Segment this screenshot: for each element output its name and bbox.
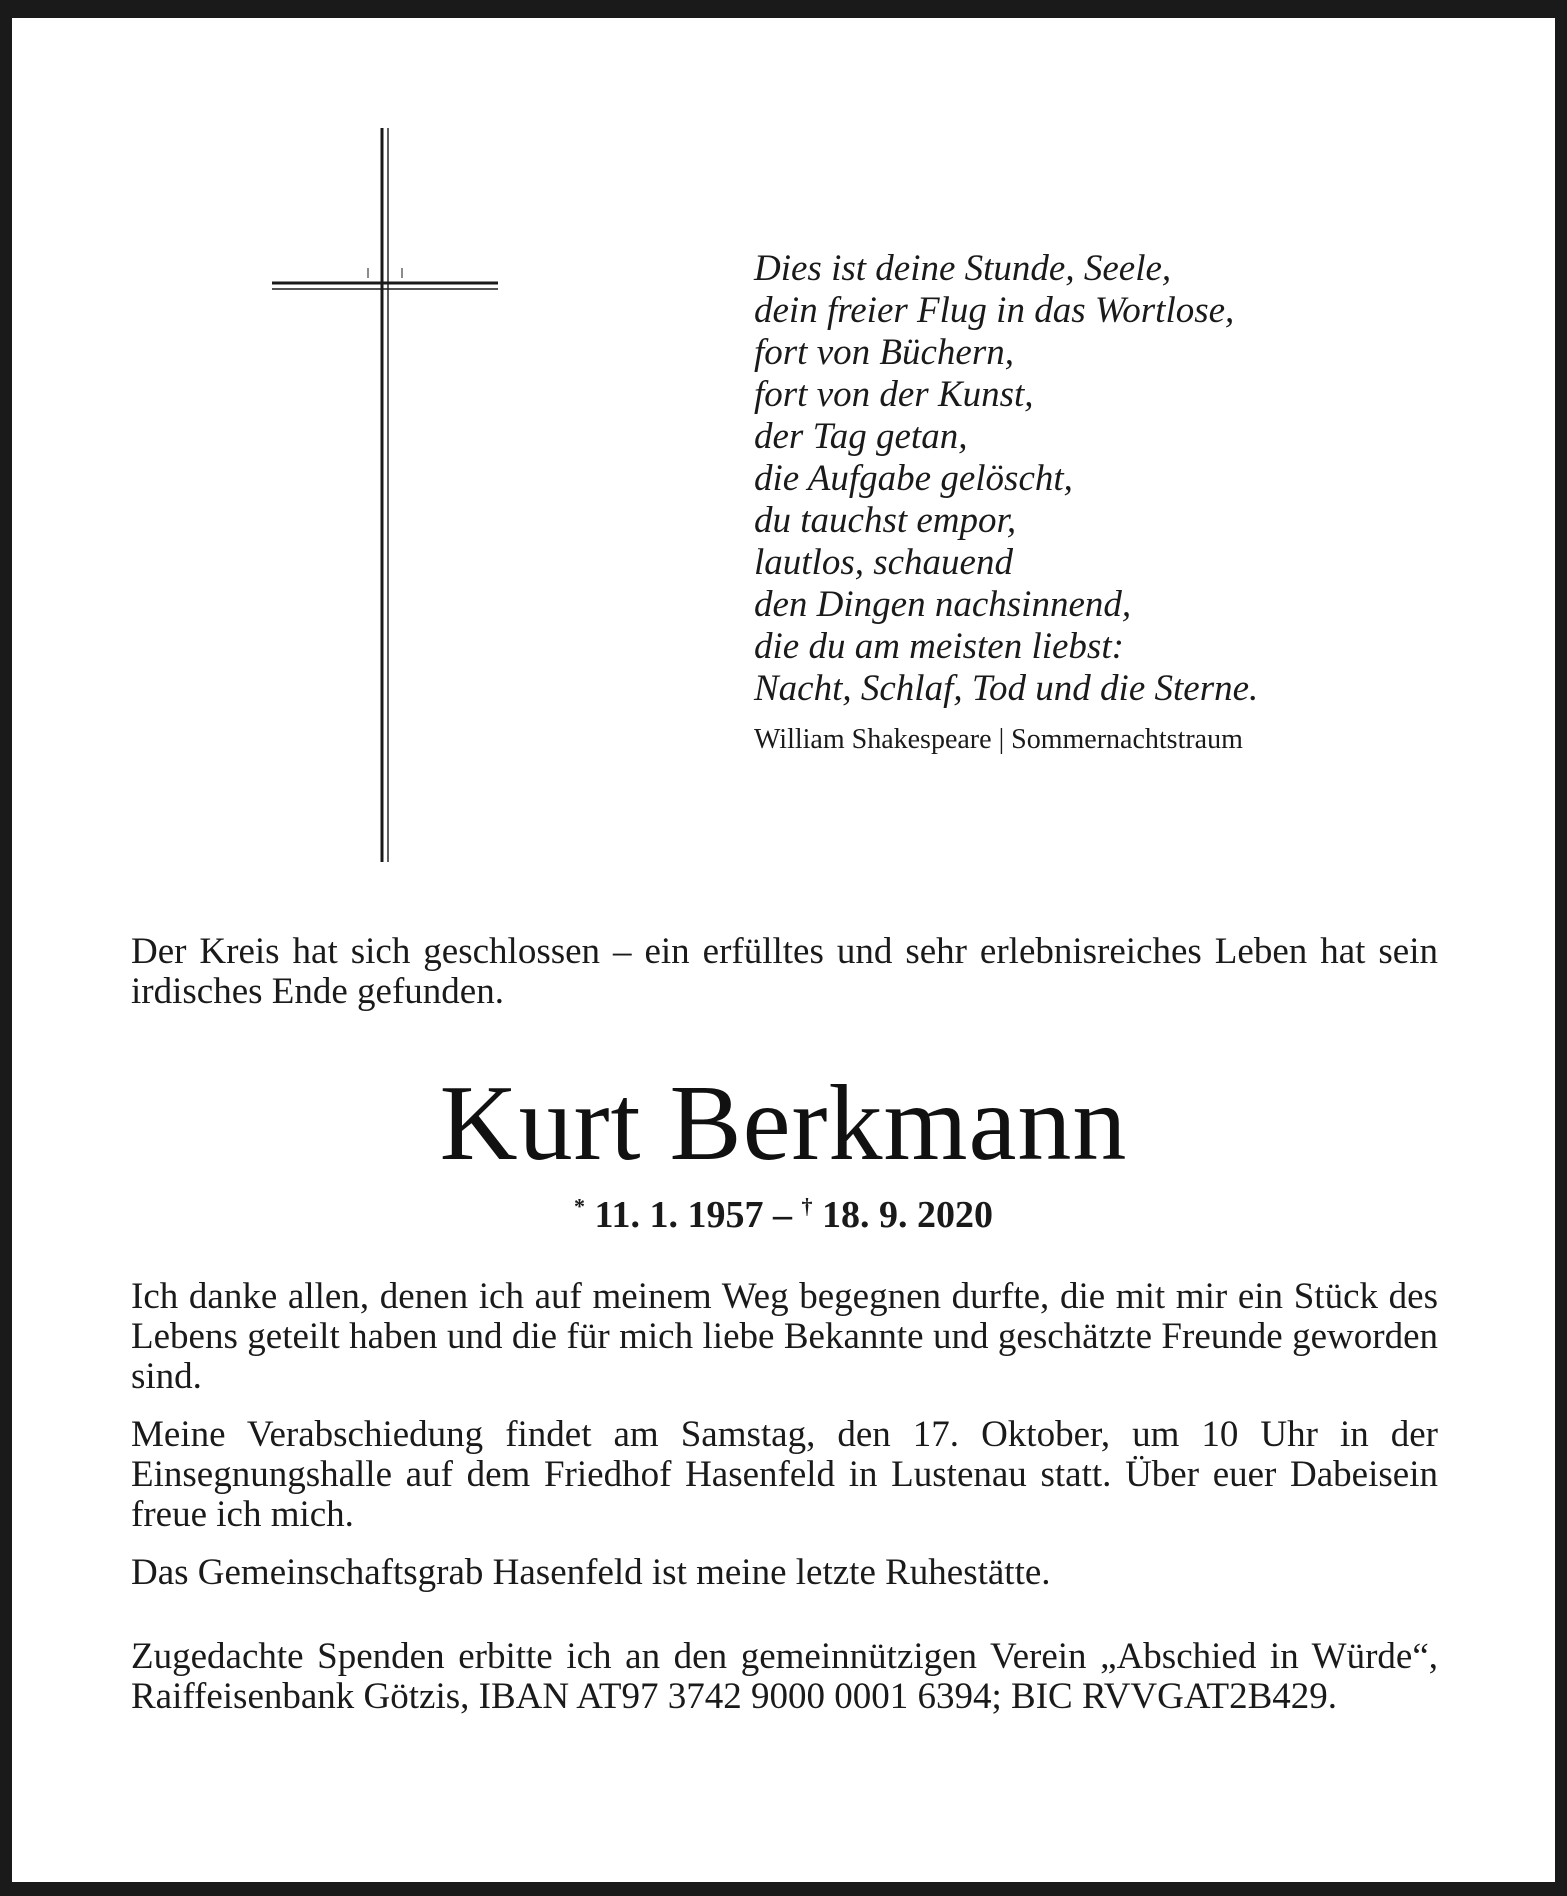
poem-line: du tauchst empor, [754, 500, 1017, 541]
deceased-name: Kurt Berkmann [439, 1064, 1128, 1183]
poem-line: lautlos, schauend [754, 542, 1013, 583]
poem-line: die du am meisten liebst: [754, 626, 1124, 667]
death-date: 18. 9. 2020 [821, 1194, 993, 1236]
life-dates [0, 1192, 1567, 1238]
poem-line: der Tag getan, [754, 416, 968, 457]
donations-paragraph: Zugedachte Spenden erbitte ich an den gemeinnützigen Verein „Abschied in Würde“, Raiffeisenbank Götzis, IBAN AT97 3742 9000 0001 6394; BIC RVVGAT2B429. [131, 1636, 1438, 1717]
death-symbol: † [801, 1193, 813, 1219]
poem-line: Nacht, Schlaf, Tod und die Sterne. [754, 668, 1259, 709]
farewell-paragraph: Meine Verabschiedung findet am Samstag, den 17. Oktober, um 10 Uhr in der Einsegnungshalle auf dem Friedhof Hasenfeld in Lustenau statt. Über euer Dabeisein freue ich mich. [131, 1414, 1438, 1535]
birth-date: 11. 1. 1957 [594, 1194, 764, 1236]
cross-icon [270, 128, 500, 868]
intro-text: Der Kreis hat sich geschlossen – ein erfülltes und sehr erlebnisreiches Leben hat sein irdisches Ende gefunden. [131, 931, 1438, 1012]
poem-line: dein freier Flug in das Wortlose, [754, 290, 1235, 331]
poem-line: den Dingen nachsinnend, [754, 584, 1132, 625]
poem-line: die Aufgabe gelöscht, [754, 458, 1073, 499]
birth-symbol: * [574, 1193, 586, 1219]
poem-line: fort von der Kunst, [754, 374, 1034, 415]
thanks-paragraph: Ich danke allen, denen ich auf meinem Weg begegnen durfte, die mit mir ein Stück des Lebens geteilt haben und die für mich liebe Bekannte und geschätzte Freunde geworden sind. [131, 1276, 1438, 1397]
poem-line: Dies ist deine Stunde, Seele, [754, 248, 1172, 289]
grave-paragraph: Das Gemeinschaftsgrab Hasenfeld ist meine letzte Ruhestätte. [131, 1552, 1051, 1593]
poem [754, 248, 1474, 710]
date-separator: – [772, 1194, 792, 1236]
poem-line: fort von Büchern, [754, 332, 1014, 373]
poem-attribution: William Shakespeare | Sommernachtstraum [754, 724, 1243, 755]
